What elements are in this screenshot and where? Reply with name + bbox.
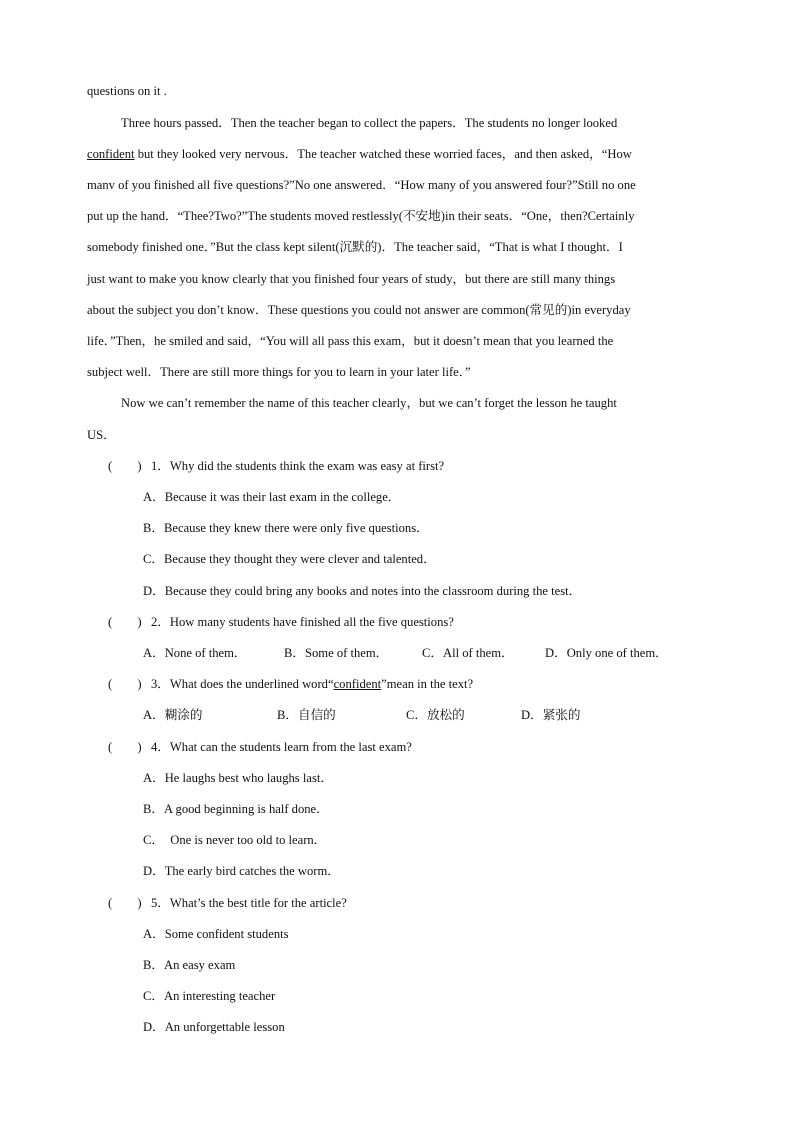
- q3-option-d: D．紧张的: [521, 708, 581, 722]
- q1-option-a: A．Because it was their last exam in the college．: [143, 490, 401, 504]
- q1-option-b: B．Because they knew there were only five questions．: [143, 521, 429, 535]
- answer-blank[interactable]: ( ): [108, 740, 142, 754]
- q2-option-c: C．All of them．: [422, 646, 514, 660]
- passage-line-7: just want to make you know clearly that you finished four years of study，but there are still many things: [87, 272, 616, 286]
- q4-option-a: A．He laughs best who laughs last．: [143, 771, 333, 785]
- question-stem-before: 3．What does the underlined word“: [151, 677, 334, 691]
- passage-line-4: manv of you finished all five questions?”No one answered．“How many of you answered four?”Still no one: [87, 178, 636, 192]
- passage-line-1: questions on it .: [87, 84, 167, 98]
- question-stem: 2．How many students have finished all the five questions?: [151, 615, 454, 629]
- question-4: [108, 739, 412, 755]
- passage-line-12: US．: [87, 428, 116, 442]
- passage-line-6: somebody finished one．”But the class kept silent(沉默的)．The teacher said，“That is what I thought．I: [87, 240, 623, 254]
- q4-option-d: D．The early bird catches the worm．: [143, 864, 340, 878]
- passage-line-11: Now we can’t remember the name of this teacher clearly，but we can’t forget the lesson he taught: [121, 396, 617, 410]
- q5-option-b: B．An easy exam: [143, 958, 236, 972]
- question-1: [108, 458, 444, 474]
- q5-option-d: D．An unforgettable lesson: [143, 1020, 285, 1034]
- q1-option-d: D．Because they could bring any books and notes into the classroom during the test．: [143, 584, 582, 598]
- answer-blank[interactable]: ( ): [108, 615, 142, 629]
- passage-line-2: Three hours passed．Then the teacher began to collect the papers．The students no longer looked: [121, 116, 618, 130]
- passage-line-3: [87, 146, 632, 162]
- q5-option-c: C．An interesting teacher: [143, 989, 276, 1003]
- underlined-word-ref: confident: [333, 677, 382, 691]
- question-5: [108, 895, 347, 911]
- q3-option-c: C．放松的: [406, 708, 465, 722]
- answer-blank[interactable]: ( ): [108, 677, 142, 691]
- q5-option-a: A．Some confident students: [143, 927, 289, 941]
- q2-option-a: A．None of them．: [143, 646, 247, 660]
- q2-option-d: D．Only one of them．: [545, 646, 668, 660]
- q4-option-c: C． One is never too old to learn．: [143, 833, 327, 847]
- question-stem-after: ”mean in the text?: [381, 677, 474, 691]
- question-stem: 4．What can the students learn from the last exam?: [151, 740, 412, 754]
- answer-blank[interactable]: ( ): [108, 459, 142, 473]
- passage-line-9: life．”Then，he smiled and said，“You will all pass this exam，but it doesn’t mean that you learned the: [87, 334, 614, 348]
- passage-line-10: subject well．There are still more things for you to learn in your later life．”: [87, 365, 471, 379]
- question-3: [108, 676, 473, 692]
- passage-line-8: about the subject you don’t know．These questions you could not answer are common(常见的)in everyday: [87, 303, 631, 317]
- passage-line-5: put up the hand．“Thee?Two?”The students moved restlessly(不安地)in their seats．“One，then?Certainly: [87, 209, 635, 223]
- q1-option-c: C．Because they thought they were clever and talented．: [143, 552, 436, 566]
- q3-option-b: B．自信的: [277, 708, 336, 722]
- q2-option-b: B．Some of them．: [284, 646, 389, 660]
- answer-blank[interactable]: ( ): [108, 896, 142, 910]
- underlined-word: confident: [87, 147, 135, 161]
- passage-line-3-text: but they looked very nervous．The teacher watched these worried faces，and then asked，“How: [134, 147, 632, 161]
- question-stem: 5．What’s the best title for the article?: [151, 896, 347, 910]
- question-2: [108, 614, 454, 630]
- q3-option-a: A．糊涂的: [143, 708, 203, 722]
- q4-option-b: B．A good beginning is half done．: [143, 802, 329, 816]
- question-stem: 1．Why did the students think the exam was easy at first?: [151, 459, 445, 473]
